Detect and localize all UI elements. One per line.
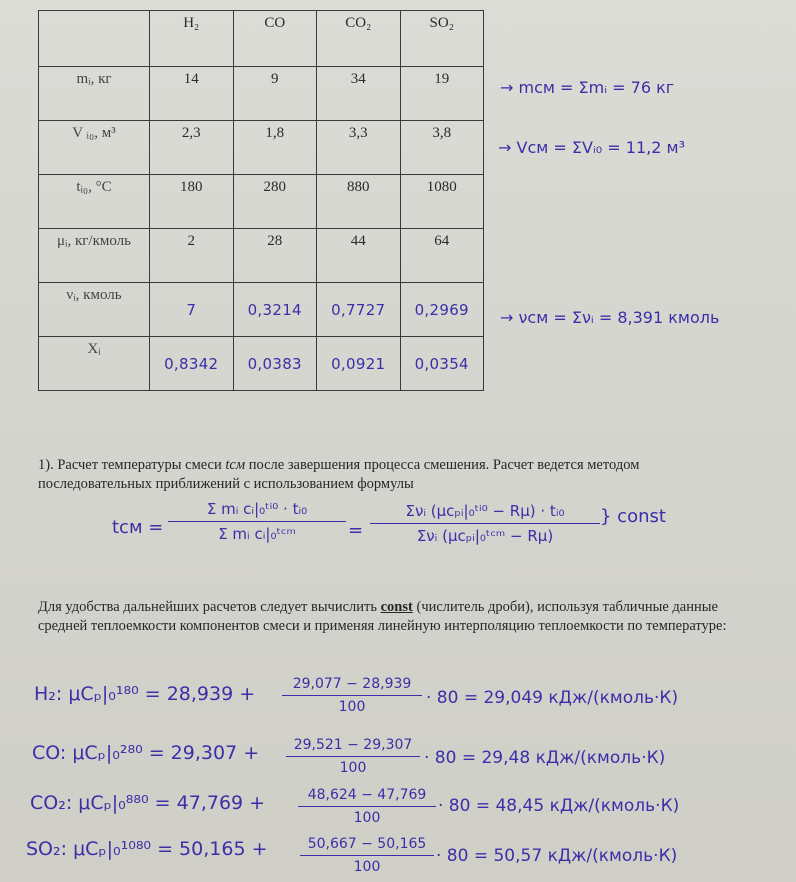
table-cell: 28 [233, 229, 317, 283]
fraction-bar [300, 855, 434, 856]
components-table [38, 10, 484, 391]
table-corner-cell [39, 11, 150, 67]
table-cell: 180 [150, 175, 234, 229]
fraction-bar [168, 521, 346, 522]
calc-result: · 80 = 29,049 кДж/(кмоль·К) [426, 688, 679, 708]
table-row [39, 283, 484, 337]
table-cell: 34 [317, 67, 401, 121]
calc-result: · 80 = 50,57 кДж/(кмоль·К) [436, 846, 678, 866]
table-cell: 2 [150, 229, 234, 283]
fraction-denominator: 100 [339, 760, 367, 776]
calc-head: SO₂: μCₚ|₀¹⁰⁸⁰ = 50,165 + [26, 838, 268, 860]
formula-lhs: tсм = [112, 517, 164, 538]
col-header: CO [233, 11, 317, 67]
calc-result: · 80 = 48,45 кДж/(кмоль·К) [438, 796, 680, 816]
row-label: νᵢ, кмоль [39, 283, 150, 337]
fraction-bar [286, 756, 420, 757]
table-header-row [39, 11, 484, 67]
calc-fraction [286, 737, 420, 776]
paragraph-text: Для удобства дальнейших расчетов следует вычислить [38, 599, 381, 615]
calc-head: CO₂: μCₚ|₀⁸⁸⁰ = 47,769 + [30, 792, 266, 814]
volume-sum-annotation: → Vсм = ΣVᵢ₀ = 11,2 м³ [498, 138, 685, 157]
table-row [39, 229, 484, 283]
symbol-tsm: tсм [225, 457, 246, 473]
table-cell: 2,3 [150, 121, 234, 175]
calc-fraction [282, 676, 422, 715]
table-row [39, 67, 484, 121]
table-cell: 280 [233, 175, 317, 229]
table-cell-handwritten [233, 283, 317, 337]
handwritten-value: 0,3214 [247, 301, 302, 319]
calc-result: · 80 = 29,48 кДж/(кмоль·К) [424, 748, 666, 768]
paragraph-text: после завершения процесса смешения. Расчет ведется методом последовательных приближений с использованием формулы [38, 457, 640, 492]
calc-fraction [298, 787, 436, 826]
table-cell-handwritten [317, 283, 401, 337]
table-cell: 44 [317, 229, 401, 283]
table-row [39, 337, 484, 391]
table-cell: 19 [400, 67, 484, 121]
fraction-numerator: 50,667 − 50,165 [307, 836, 427, 852]
table-cell-handwritten [233, 337, 317, 391]
fraction-denominator: Σ mᵢ cᵢ|₀ᵗᶜᵐ [218, 525, 296, 543]
fraction-bar [370, 523, 600, 524]
handwritten-value: 0,8342 [164, 355, 219, 373]
fraction-denominator: 100 [353, 810, 381, 826]
fraction-denominator: 100 [353, 859, 381, 875]
fraction-numerator: 29,521 − 29,307 [293, 737, 413, 753]
calc-head: H₂: μCₚ|₀¹⁸⁰ = 28,939 + [34, 683, 256, 705]
table-row [39, 121, 484, 175]
fraction-denominator: Σνᵢ (μcₚᵢ|₀ᵗᶜᵐ − Rμ) [416, 527, 554, 545]
col-header: CO₂ [317, 11, 401, 67]
handwritten-value: 0,7727 [331, 301, 386, 319]
table-row [39, 175, 484, 229]
handwritten-value: 0,2969 [414, 301, 469, 319]
paragraph-text: 1). Расчет температуры смеси [38, 457, 226, 473]
row-label: tᵢ₀, °C [39, 175, 150, 229]
table-cell: 14 [150, 67, 234, 121]
table-cell: 9 [233, 67, 317, 121]
handwritten-value: 7 [186, 301, 197, 319]
col-header: SO₂ [400, 11, 484, 67]
formula-equals: = [348, 520, 364, 541]
fraction-bar [298, 806, 436, 807]
table-cell-handwritten [150, 283, 234, 337]
table-cell-handwritten [400, 283, 484, 337]
mass-sum-annotation: → mсм = Σmᵢ = 76 кг [500, 78, 675, 97]
calc-head: CO: μCₚ|₀²⁸⁰ = 29,307 + [32, 742, 260, 764]
row-label: Xᵢ [39, 337, 150, 391]
fraction-bar [282, 695, 422, 696]
fraction-denominator: 100 [338, 699, 366, 715]
table-cell: 1080 [400, 175, 484, 229]
formula-fraction-mass [168, 500, 346, 543]
handwritten-value: 0,0383 [247, 355, 302, 373]
table-cell: 1,8 [233, 121, 317, 175]
table-cell: 3,8 [400, 121, 484, 175]
handwritten-value: 0,0921 [331, 355, 386, 373]
table-cell-handwritten [400, 337, 484, 391]
row-label: μᵢ, кг/кмоль [39, 229, 150, 283]
paragraph-mixing-temperature [38, 456, 738, 494]
moles-sum-annotation: → νсм = Σνᵢ = 8,391 кмоль [500, 308, 720, 327]
row-label: mᵢ, кг [39, 67, 150, 121]
paragraph-const [38, 598, 738, 636]
fraction-numerator: Σ mᵢ cᵢ|₀ᵗⁱ⁰ · tᵢ₀ [206, 500, 308, 518]
fraction-numerator: 29,077 − 28,939 [292, 676, 412, 692]
table-cell-handwritten [317, 337, 401, 391]
row-label: V ᵢ₀, м³ [39, 121, 150, 175]
fraction-numerator: Σνᵢ (μcₚᵢ|₀ᵗⁱ⁰ − Rμ) · tᵢ₀ [405, 502, 565, 520]
table-cell: 3,3 [317, 121, 401, 175]
paragraph-text: (числитель дроби), используя табличные данные средней теплоемкости компонентов смеси и применяя линейную интерполяцию теплоемкости по температуре: [38, 599, 727, 634]
formula-fraction-molar [370, 502, 600, 545]
calc-fraction [300, 836, 434, 875]
table-cell: 880 [317, 175, 401, 229]
fraction-numerator: 48,624 − 47,769 [307, 787, 427, 803]
table-cell-handwritten [150, 337, 234, 391]
col-header: H₂ [150, 11, 234, 67]
formula-const-note: } const [600, 506, 666, 527]
const-keyword: const [380, 599, 413, 615]
handwritten-value: 0,0354 [414, 355, 469, 373]
table-cell: 64 [400, 229, 484, 283]
